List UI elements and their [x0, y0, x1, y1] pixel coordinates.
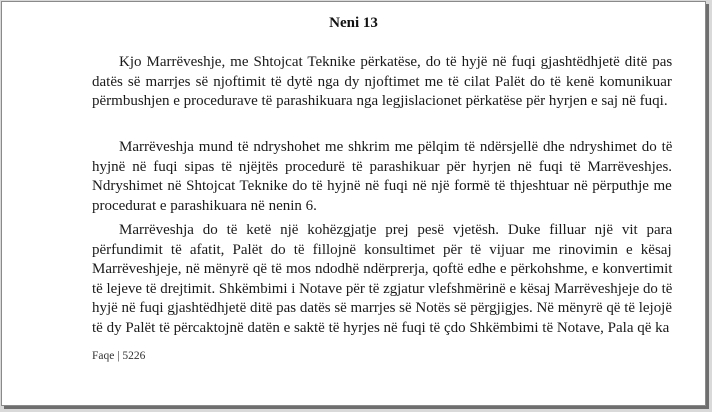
- paragraph-line: Ndryshimet në Shtojcat Teknike do të hyjnë në fuqi në një formë të thjeshtuar në përputhje me: [92, 178, 672, 194]
- paragraph-amendments: [92, 138, 672, 216]
- paragraph-line: të lejeve të drejtimit. Shkëmbimi i Notave për të zgjatur vlefshmërinë e kësaj Marrëveshjeje do të: [92, 280, 673, 297]
- paragraph-duration: [92, 221, 672, 338]
- paragraph-line: përmbushjen e procedurave të parashikuara nga legjislacionet përkatëse për hyrjen e saj në fuqi.: [92, 93, 668, 109]
- paragraph-line: Marrëveshja mund të ndryshohet me shkrim me pëlqim të ndërsjellë dhe ndryshimet do të: [119, 139, 673, 155]
- page-number-footer: Faqe | 5226: [92, 350, 146, 362]
- paragraph-line: përfundimit të afatit, Palët do të fillojnë konsultimet për të vijuar me rinovimin e kësaj: [92, 241, 672, 258]
- paragraph-line: Marrëveshja do të ketë një kohëzgjatje prej pesë vjetësh. Duke filluar një vit para: [119, 222, 673, 238]
- paragraph-line: Marrëveshjeje, në mënyrë që të mos ndodhë ndërprerja, qoftë edhe e përkohshme, e konvertimit: [92, 261, 673, 277]
- article-title: Neni 13: [329, 15, 378, 31]
- document-page: [1, 1, 706, 406]
- paragraph-line: hyjnë në fuqi sipas të njëjtës procedurë të parashikuar për hyrjen në fuqi të Marrëveshjes.: [92, 158, 673, 175]
- paragraph-entry-into-force: [92, 53, 672, 112]
- paragraph-line: procedurat e parashikuara në nenin 6.: [92, 197, 317, 214]
- paragraph-line: të dy Palët të përcaktojnë datën e saktë të hyrjes në fuqi të çdo Shkëmbimi të Notave, Pala që ka: [92, 319, 670, 336]
- paragraph-line: Kjo Marrëveshje, me Shtojcat Teknike përkatëse, do të hyjë në fuqi gjashtëdhjetë ditë pas: [119, 54, 673, 70]
- paragraph-line: datës së marrjes së njoftimit të dytë nga dy njoftimet me të cilat Palët do të kenë komunikuar: [92, 73, 672, 90]
- paragraph-line: hyjë në fuqi gjashtëdhjetë ditë pas datës së marrjes së Notës së përgjigjes. Në mënyrë që të lejojë: [92, 300, 672, 316]
